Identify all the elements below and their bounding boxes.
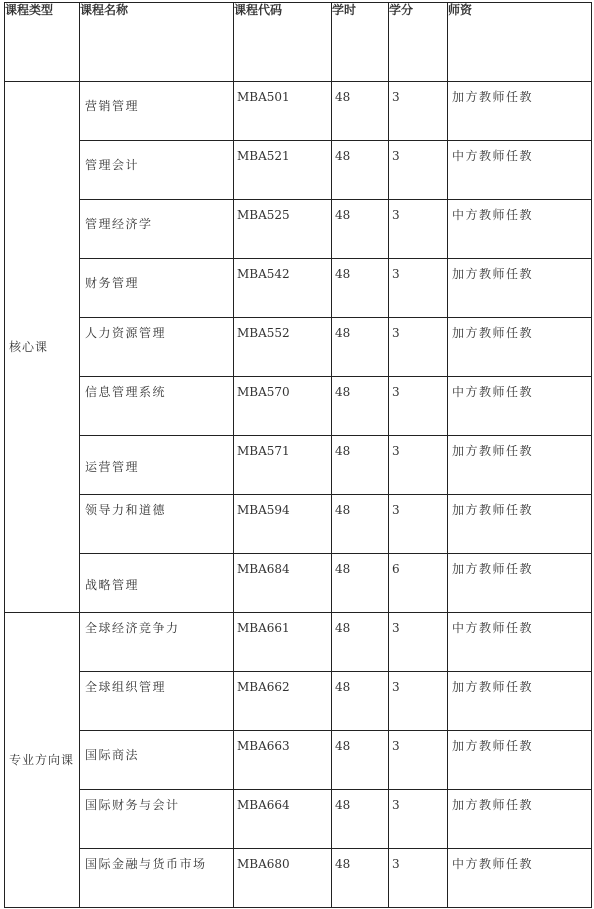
- table-row: [5, 141, 592, 200]
- table-row: [5, 318, 592, 377]
- course-code: MBA594: [234, 495, 332, 554]
- course-credits: 3: [389, 613, 448, 672]
- course-faculty: 中方教师任教: [448, 200, 592, 259]
- course-credits: 3: [389, 259, 448, 318]
- course-faculty: 加方教师任教: [448, 318, 592, 377]
- table-row: [5, 731, 592, 790]
- course-hours: 48: [332, 613, 389, 672]
- course-code: MBA525: [234, 200, 332, 259]
- header-course-name: 课程名称: [80, 3, 234, 82]
- table-row: [5, 436, 592, 495]
- course-code: MBA663: [234, 731, 332, 790]
- course-credits: 3: [389, 436, 448, 495]
- course-hours: 48: [332, 82, 389, 141]
- course-credits: 3: [389, 141, 448, 200]
- course-code: MBA542: [234, 259, 332, 318]
- course-hours: 48: [332, 495, 389, 554]
- course-name: 管理经济学: [80, 200, 234, 259]
- table-row: [5, 200, 592, 259]
- course-hours: 48: [332, 672, 389, 731]
- table-row: [5, 554, 592, 613]
- header-course-type: 课程类型: [5, 3, 80, 82]
- course-faculty: 中方教师任教: [448, 141, 592, 200]
- table-row: [5, 377, 592, 436]
- course-credits: 3: [389, 790, 448, 849]
- course-hours: 48: [332, 141, 389, 200]
- course-credits: 3: [389, 200, 448, 259]
- course-code: MBA662: [234, 672, 332, 731]
- course-hours: 48: [332, 731, 389, 790]
- course-faculty: 中方教师任教: [448, 849, 592, 908]
- course-faculty: 加方教师任教: [448, 790, 592, 849]
- header-credits: 学分: [389, 3, 448, 82]
- course-code: MBA521: [234, 141, 332, 200]
- course-credits: 3: [389, 318, 448, 377]
- course-code: MBA571: [234, 436, 332, 495]
- course-hours: 48: [332, 318, 389, 377]
- header-course-code: 课程代码: [234, 3, 332, 82]
- course-faculty: 加方教师任教: [448, 82, 592, 141]
- course-hours: 48: [332, 259, 389, 318]
- course-table: [4, 2, 592, 908]
- course-faculty: 加方教师任教: [448, 436, 592, 495]
- course-credits: 3: [389, 731, 448, 790]
- course-credits: 3: [389, 82, 448, 141]
- course-hours: 48: [332, 554, 389, 613]
- course-name: 运营管理: [80, 436, 234, 495]
- course-faculty: 加方教师任教: [448, 731, 592, 790]
- course-name: 国际金融与货币市场: [80, 849, 234, 908]
- course-name: 信息管理系统: [80, 377, 234, 436]
- course-type-core: 核心课: [5, 82, 80, 613]
- course-name: 全球组织管理: [80, 672, 234, 731]
- course-credits: 3: [389, 672, 448, 731]
- course-name: 管理会计: [80, 141, 234, 200]
- course-name: 战略管理: [80, 554, 234, 613]
- course-name: 领导力和道德: [80, 495, 234, 554]
- table-row: [5, 495, 592, 554]
- table-row: [5, 613, 592, 672]
- course-code: MBA680: [234, 849, 332, 908]
- header-row: [5, 3, 592, 82]
- course-code: MBA552: [234, 318, 332, 377]
- course-credits: 3: [389, 495, 448, 554]
- course-name: 国际商法: [80, 731, 234, 790]
- course-name: 国际财务与会计: [80, 790, 234, 849]
- header-hours: 学时: [332, 3, 389, 82]
- table-row: [5, 82, 592, 141]
- course-code: MBA664: [234, 790, 332, 849]
- header-faculty: 师资: [448, 3, 592, 82]
- course-credits: 3: [389, 377, 448, 436]
- course-faculty: 加方教师任教: [448, 672, 592, 731]
- table-row: [5, 790, 592, 849]
- course-code: MBA661: [234, 613, 332, 672]
- course-hours: 48: [332, 790, 389, 849]
- table-row: [5, 849, 592, 908]
- course-credits: 3: [389, 849, 448, 908]
- course-name: 营销管理: [80, 82, 234, 141]
- course-name: 财务管理: [80, 259, 234, 318]
- course-hours: 48: [332, 377, 389, 436]
- course-name: 全球经济竞争力: [80, 613, 234, 672]
- course-type-specialization: 专业方向课: [5, 613, 80, 908]
- course-hours: 48: [332, 200, 389, 259]
- course-code: MBA570: [234, 377, 332, 436]
- course-faculty: 加方教师任教: [448, 259, 592, 318]
- course-faculty: 加方教师任教: [448, 495, 592, 554]
- table-row: [5, 259, 592, 318]
- course-credits: 6: [389, 554, 448, 613]
- table-row: [5, 672, 592, 731]
- course-faculty: 中方教师任教: [448, 377, 592, 436]
- course-code: MBA684: [234, 554, 332, 613]
- course-hours: 48: [332, 849, 389, 908]
- course-faculty: 加方教师任教: [448, 554, 592, 613]
- course-code: MBA501: [234, 82, 332, 141]
- course-hours: 48: [332, 436, 389, 495]
- course-name: 人力资源管理: [80, 318, 234, 377]
- course-faculty: 中方教师任教: [448, 613, 592, 672]
